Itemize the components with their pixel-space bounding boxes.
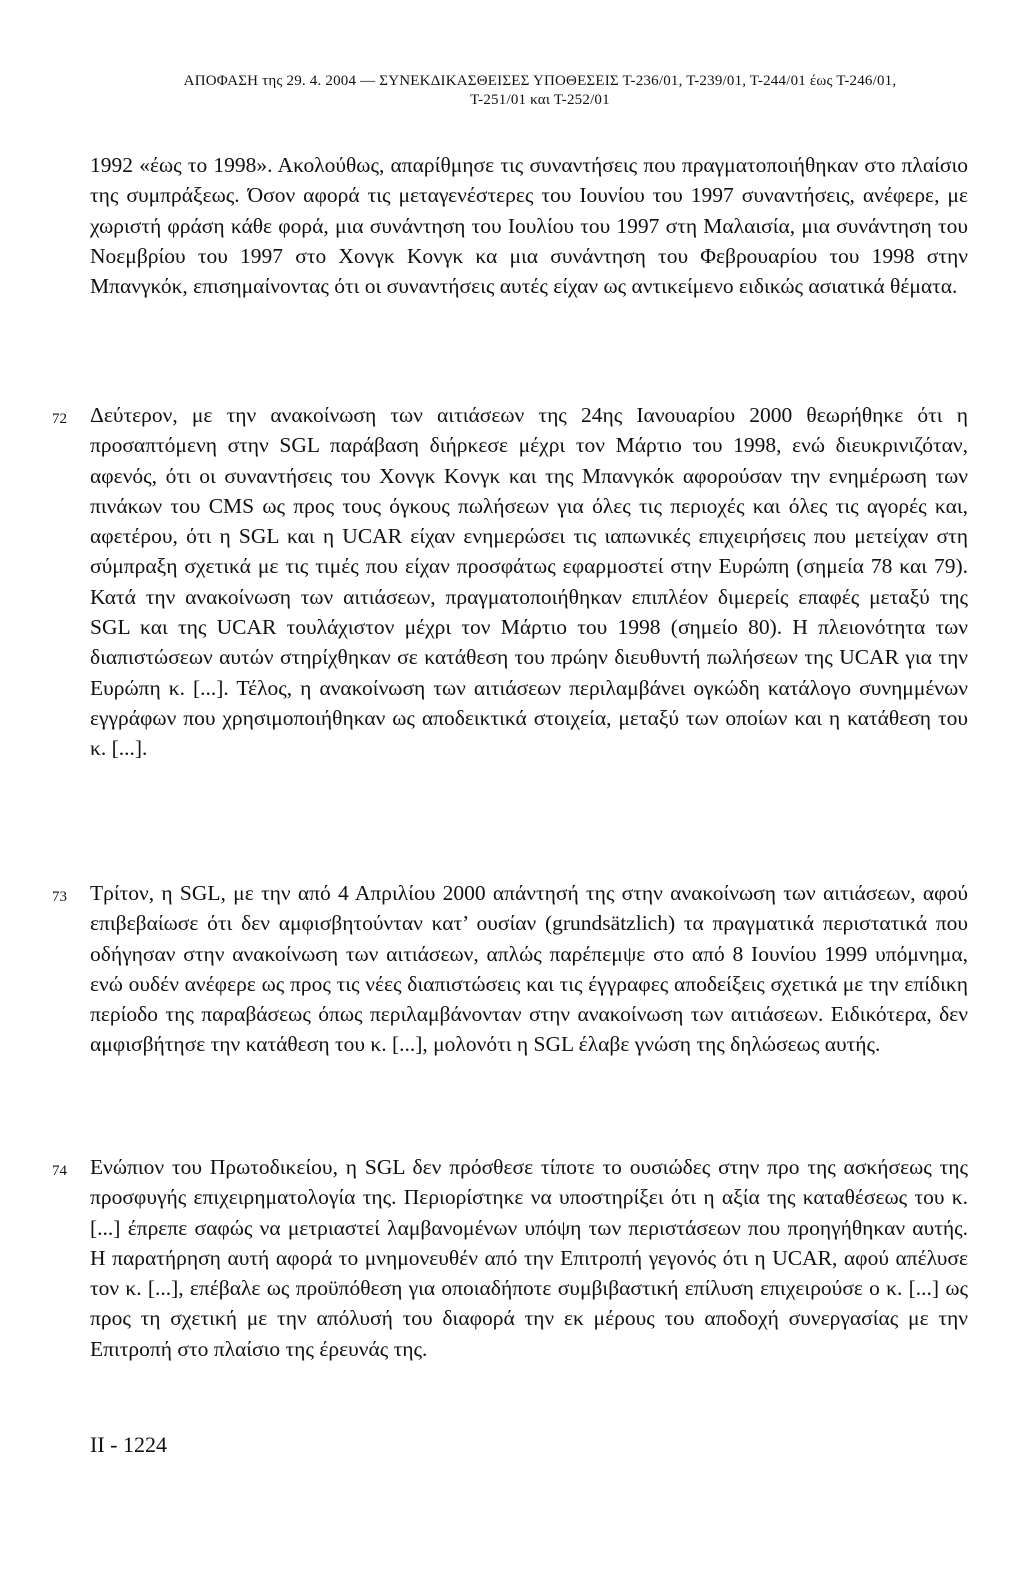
paragraph-number-74: 74 — [52, 1163, 67, 1179]
paragraph-number-73: 73 — [52, 889, 67, 905]
running-header-line-2: Τ-251/01 και Τ-252/01 — [470, 92, 610, 108]
paragraph-text: Τρίτον, η SGL, με την από 4 Απριλίου 2000 απάντησή της στην ανακοίνωση των αιτιάσεων, αφού επιβεβαίωσε ότι δεν αμφισβητούνταν κατ’ ουσίαν (grundsätzlich) τα πραγματικά περιστατικά που οδήγησαν στην ανακοίνωση των αιτιάσεων, απλώς παρέπεμψε στο από 8 Ιουνίου 1999 υπόμνημα, ενώ ουδέν ανέφερε ως προς τις νέες διαπιστώσεις και τις έγγραφες αποδείξεις σχετικά με την επίδικη περίοδο της παραβάσεως όπως περιλαμβάνονταν στην ανακοίνωση των αιτιάσεων. Ειδικότερα, δεν αμφισβήτησε την κατάθεση του κ. [...], μολονότι η SGL έλαβε γνώση της δηλώσεως αυτής. — [90, 881, 968, 1057]
running-header — [110, 72, 970, 110]
paragraph-text: Ενώπιον του Πρωτοδικείου, η SGL δεν πρόσθεσε τίποτε το ουσιώδες στην προ της ασκήσεως της προσφυγής επιχειρηματολογία της. Περιορίστηκε να υποστηρίξει ότι η αξία της καταθέσεως του κ. [...] έπρεπε σαφώς να μετριαστεί λαμβανομένων υπόψη των περιστάσεων που προηγήθηκαν αυτής. Η παρατήρηση αυτή αφορά το μνημονευθέν από την Επιτροπή γεγονός ότι η UCAR, αφού απέλυσε τον κ. [...], επέβαλε ως προϋπόθεση για οποιαδήποτε συμβιβαστική επίλυση επιχειρούσε ο κ. [...] ως προς τη σχετική με την απόλυσή του διαφορά την εκ μέρους του αποδοχή συνεργασίας με την Επιτροπή στο πλαίσιο της έρευνάς της. — [90, 1155, 968, 1361]
paragraph-72 — [90, 400, 968, 764]
paragraph-text: 1992 «έως το 1998». Ακολούθως, απαρίθμησε τις συναντήσεις που πραγματοποιήθηκαν στο πλαίσιο της συμπράξεως. Όσον αφορά τις μεταγενέστερες του Ιουνίου του 1997 συναντήσεις, ανέφερε, με χωριστή φράση κάθε φορά, μια συνάντηση του Ιουλίου του 1997 στη Μαλαισία, μια συνάντηση του Νοεμβρίου του 1997 στο Χονγκ Κονγκ κα μια συνάντηση του Φεβρουαρίου του 1998 στην Μπανγκόκ, επισημαίνοντας ότι οι συναντήσεις αυτές είχαν ως αντικείμενο ειδικώς ασιατικά θέματα. — [90, 153, 968, 299]
paragraph-continued — [90, 150, 968, 301]
paragraph-73 — [90, 878, 968, 1060]
page-number: II - 1224 — [90, 1432, 167, 1457]
paragraph-text: Δεύτερον, με την ανακοίνωση των αιτιάσεων της 24ης Ιανουαρίου 2000 θεωρήθηκε ότι η προσαπτόμενη στην SGL παράβαση διήρκεσε μέχρι τον Μάρτιο του 1998, ενώ διευκρινιζόταν, αφενός, ότι οι συναντήσεις του Χονγκ Κονγκ και της Μπανγκόκ αφορούσαν την ενημέρωση των πινάκων του CMS ως προς τους όγκους πωλήσεων για όλες τις περιοχές και όλες τις αγορές και, αφετέρου, ότι η SGL και η UCAR είχαν ενημερώσει τις ιαπωνικές επιχειρήσεις που μετείχαν στη σύμπραξη σχετικά με τις τιμές που είχαν προσφάτως εφαρμοστεί στην Ευρώπη (σημεία 78 και 79). Κατά την ανακοίνωση των αιτιάσεων, πραγματοποιήθηκαν επιπλέον διμερείς επαφές μεταξύ της SGL και της UCAR τουλάχιστον μέχρι τον Μάρτιο του 1998 (σημείο 80). Η πλειονότητα των διαπιστώσεων αυτών στηρίχθηκαν σε κατάθεση του πρώην διευθυντή πωλήσεων της UCAR για την Ευρώπη κ. [...]. Τέλος, η ανακοίνωση των αιτιάσεων περιλαμβάνει ογκώδη κατάλογο συνημμένων εγγράφων που χρησιμοποιήθηκαν ως αποδεικτικά στοιχεία, μεταξύ των οποίων και η κατάθεση του κ. [...]. — [90, 403, 968, 761]
running-header-line-1: ΑΠΟΦΑΣΗ της 29. 4. 2004 — ΣΥΝΕΚΔΙΚΑΣΘΕΙΣΕΣ ΥΠΟΘΕΣΕΙΣ Τ-236/01, Τ-239/01, Τ-244/01 έως Τ-246/01, — [183, 73, 897, 89]
paragraph-number-72: 72 — [52, 411, 67, 427]
paragraph-74 — [90, 1152, 968, 1364]
